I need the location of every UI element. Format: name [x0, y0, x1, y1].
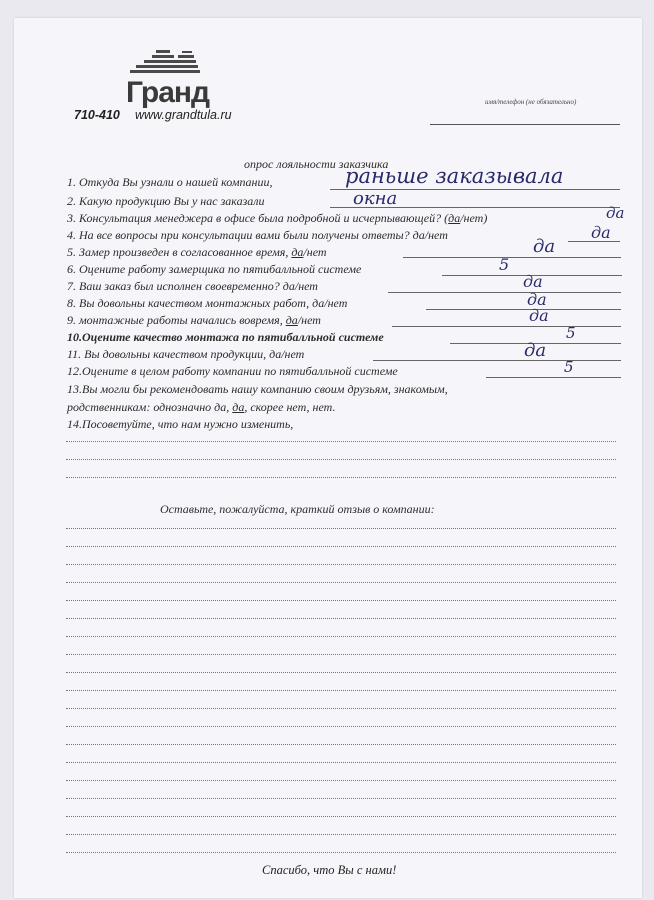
answer-6: 5 — [499, 255, 510, 274]
question-3 — [67, 211, 487, 226]
answer-line-11[interactable] — [373, 360, 621, 361]
phone-number: 710-410 — [74, 108, 120, 122]
feedback-line[interactable] — [66, 726, 616, 727]
survey-title: опрос лояльности заказчика — [244, 157, 389, 171]
suggestion-line[interactable] — [66, 459, 616, 460]
feedback-line[interactable] — [66, 654, 616, 655]
feedback-line[interactable] — [66, 528, 616, 529]
suggestion-line[interactable] — [66, 441, 616, 442]
answer-9: да — [529, 306, 549, 325]
feedback-title: Оставьте, пожалуйста, краткий отзыв о компании: — [160, 502, 435, 516]
question-3-text-end: /нет) — [460, 211, 488, 225]
question-3-text: 3. Консультация менеджера в офисе была подробной и исчерпывающей? ( — [67, 211, 449, 225]
question-11: 11. Вы довольны качеством продукции, да/нет — [67, 347, 305, 361]
feedback-line[interactable] — [66, 618, 616, 619]
logo-text: Гранд — [126, 76, 210, 109]
answer-3: да — [606, 204, 625, 222]
answer-line-9[interactable] — [392, 326, 621, 327]
contact-input-line[interactable] — [430, 124, 620, 125]
question-6: 6. Оцените работу замерщика по пятибалльной системе — [67, 262, 362, 276]
question-9-text: 9. монтажные работы начались вовремя, — [67, 313, 286, 327]
question-9 — [67, 313, 321, 328]
feedback-line[interactable] — [66, 636, 616, 637]
question-1: 1. Откуда Вы узнали о нашей компании, — [67, 175, 273, 189]
company-logo — [126, 48, 222, 110]
feedback-line[interactable] — [66, 816, 616, 817]
feedback-line[interactable] — [66, 780, 616, 781]
question-13-text: родственникам: однозначно да, — [67, 400, 233, 414]
feedback-line[interactable] — [66, 744, 616, 745]
feedback-line[interactable] — [66, 690, 616, 691]
answer-line-5[interactable] — [403, 257, 621, 258]
answer-11: да — [524, 340, 547, 361]
answer-1: раньше заказывала — [345, 164, 564, 188]
question-12: 12.Оцените в целом работу компании по пятибалльной системе — [67, 364, 398, 378]
answer-10: 5 — [566, 324, 576, 342]
feedback-line[interactable] — [66, 798, 616, 799]
answer-7: да — [523, 272, 543, 291]
question-13-text-end: , скорее нет, нет. — [244, 400, 336, 414]
question-13-selected-yes: да — [232, 400, 245, 414]
feedback-line[interactable] — [66, 834, 616, 835]
question-9-selected-yes: да — [285, 313, 298, 327]
question-4: 4. На все вопросы при консультации вами были получены ответы? да/нет — [67, 228, 448, 242]
suggestion-line[interactable] — [66, 477, 616, 478]
feedback-line[interactable] — [66, 600, 616, 601]
website-link[interactable]: www.grandtula.ru — [135, 108, 232, 122]
question-8: 8. Вы довольны качеством монтажных работ, да/нет — [67, 296, 348, 310]
question-9-text-end: /нет — [297, 313, 321, 327]
question-5-text: 5. Замер произведен в согласованное время, — [67, 245, 292, 259]
answer-12: 5 — [564, 358, 574, 376]
answer-5: да — [533, 236, 556, 257]
feedback-line[interactable] — [66, 708, 616, 709]
feedback-line[interactable] — [66, 852, 616, 853]
answer-4: да — [591, 223, 611, 242]
question-3-selected-yes: да — [448, 211, 461, 225]
feedback-line[interactable] — [66, 564, 616, 565]
feedback-line[interactable] — [66, 582, 616, 583]
answer-8: да — [527, 290, 547, 309]
question-5 — [67, 245, 327, 260]
answer-line-12[interactable] — [486, 377, 621, 378]
answer-line-7[interactable] — [388, 292, 621, 293]
survey-sheet — [14, 18, 642, 898]
question-13: 13.Вы могли бы рекомендовать нашу компанию своим друзьям, знакомым, — [67, 382, 448, 396]
feedback-line[interactable] — [66, 546, 616, 547]
question-5-text-end: /нет — [303, 245, 327, 259]
question-14: 14.Посоветуйте, что нам нужно изменить, — [67, 417, 294, 431]
question-7: 7. Ваш заказ был исполнен своевременно? да/нет — [67, 279, 318, 293]
answer-line-8[interactable] — [426, 309, 621, 310]
question-13-options — [67, 400, 335, 415]
question-5-selected-yes: да — [291, 245, 304, 259]
feedback-line[interactable] — [66, 672, 616, 673]
feedback-line[interactable] — [66, 762, 616, 763]
contact-label: имя/телефон (не обязательно) — [485, 98, 577, 106]
question-10: 10.Оцените качество монтажа по пятибалльной системе — [67, 330, 384, 344]
thank-you-text: Спасибо, что Вы с нами! — [262, 863, 397, 877]
answer-2: окна — [353, 188, 398, 209]
question-2: 2. Какую продукцию Вы у нас заказали — [67, 194, 265, 208]
